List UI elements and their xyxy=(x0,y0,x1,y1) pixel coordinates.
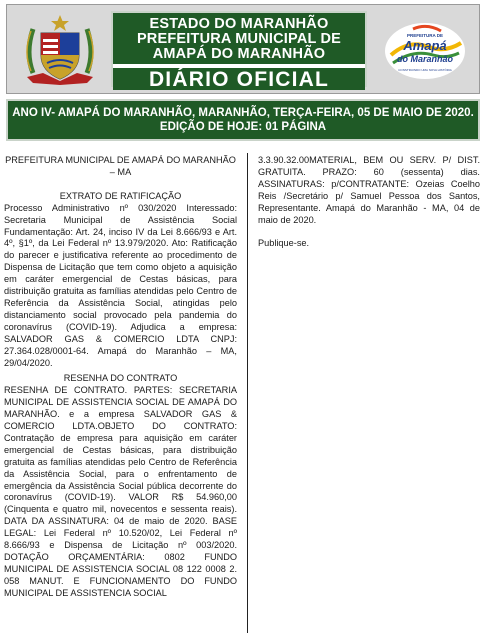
logo-word-amapa: Amapá xyxy=(403,38,447,53)
coat-of-arms-emblem xyxy=(21,13,99,87)
logo-top-text: PREFEITURA DE xyxy=(406,33,444,38)
right-column xyxy=(258,155,480,250)
prefecture-line: PREFEITURA MUNICIPAL DE xyxy=(136,31,342,47)
masthead xyxy=(6,4,480,94)
header-title-block xyxy=(111,11,367,91)
resenha-body: RESENHA DE CONTRATO. PARTES: SECRETARIA MUNICIPAL DE ASSISTENCIA SOCIAL DE AMAPÁ DO MARANHÃO. e a empresa SALVADOR GAS & COMERCIO LDTA.OBJETO DO CONTRATO: Contratação de empresa para aquisição em caráter emergencial de Cestas básicas, para distribuição gratuita as famílias atendidas pelo Centro de Referência da Assistência Social, para o enfrentamento de emergência da Assistência Social pública decorrente do coronavírus (COVID-19). VALOR R$ 54.960,00 (Cinquenta e quatro mil, novecentos e sessenta reais). DATA DA ASSINATURA: 04 de maio de 2020. BASE LEGAL: Lei Federal nº 10.520/02, Lei Federal nº 8.666/93 e Dispensa de Licitação nº 003/2020. DOTAÇÃO ORÇAMENTÁRIA: 0802 FUNDO MUNICIPAL DE ASSISTENCIA SOCIAL 08 122 0008 2. 058 MANUT. E FUNCIONAMENTO DO FUNDO MUNICIPAL DE ASSISTENCIA SOCIAL xyxy=(4,385,237,598)
issuer-heading: PREFEITURA MUNICIPAL DE AMAPÁ DO MARANHÃO – MA xyxy=(5,155,236,177)
column-divider xyxy=(247,153,248,633)
publication-title: DIÁRIO OFICIAL xyxy=(113,68,365,90)
extrato-title: EXTRATO DE RATIFICAÇÃO xyxy=(59,190,182,201)
logo-word-maranhao: do Maranhão xyxy=(396,54,454,64)
edition-pages-line: EDIÇÃO DE HOJE: 01 PÁGINA xyxy=(159,121,327,133)
state-name: ESTADO DO MARANHÃO xyxy=(149,16,329,32)
municipality-name: AMAPÁ DO MARANHÃO xyxy=(152,46,326,62)
extrato-body: Processo Administrativo nº 030/2020 Interessado: Secretaria Municipal de Assistência Social Fundamentação: Art. 24, inciso IV da Lei 8.666/93 e Art. 4º, §1º, da Lei Federal nº 13.979/2020. Ato: Ratificação do parecer e justificativa referente ao procedimento de Dispensa de Licitação que tem como objeto a aquisição em caráter emergencial de Cestas básicas, para distribuição gratuita as famílias atendidas pelo Centro de Referência da Assistência Social, atingidas pelo distanciamento social provocado pela pandemia do coronavírus (COVID-19). Adjudica a empresa: SALVADOR GAS & COMERCIO LDTA CNPJ: 27.364.028/0001-64. Amapá do Maranhão – MA, 29/04/2020. xyxy=(4,202,237,368)
contract-continuation: 3.3.90.32.00MATERIAL, BEM OU SERV. P/ DIST. GRATUITA. PRAZO: 60 (sessenta) dias. ASSINATURAS: p/CONTRATANTE: Ozeias Coelho Reis /Secretário p/ Samuel Pessoa dos Santos, Representante. Amapá do Maranhão - MA, 04 de maio de 2020. xyxy=(258,155,480,225)
edition-date-line: ANO IV- AMAPÁ DO MARANHÃO, MARANHÃO, TERÇA-FEIRA, 05 DE MAIO DE 2020. xyxy=(12,107,474,119)
edition-bar xyxy=(6,99,480,141)
left-column xyxy=(4,155,237,600)
closing-publique-se: Publique-se. xyxy=(258,238,310,249)
logo-tagline: CONSTRUINDO UMA NOVA HISTÓRIA xyxy=(398,68,452,72)
municipal-logo xyxy=(383,21,467,81)
resenha-title: RESENHA DO CONTRATO xyxy=(63,373,178,384)
